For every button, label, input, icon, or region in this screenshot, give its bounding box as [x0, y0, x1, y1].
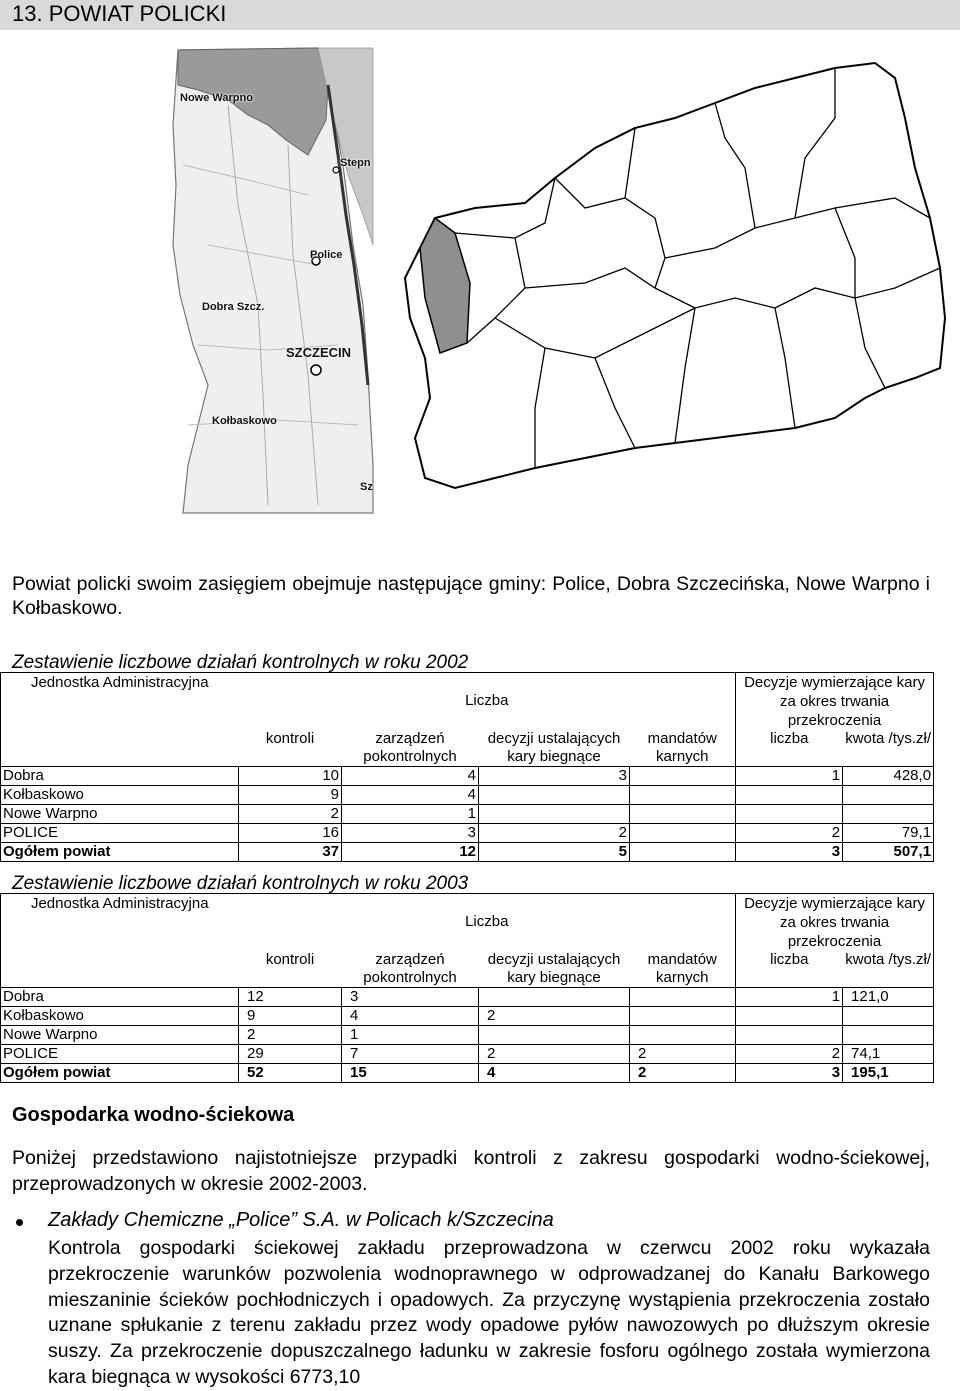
table-2003 [0, 893, 934, 1083]
cell-mandatow [630, 786, 736, 805]
table-total-row [1, 1064, 934, 1083]
table-header-row [1, 894, 934, 952]
col-mandatow: mandatów karnych [630, 951, 736, 988]
cell-decyzji: 2 [479, 1045, 630, 1064]
cell-liczba: 2 [736, 1045, 843, 1064]
cell-liczba [736, 1007, 843, 1026]
map-label: Kołbaskowo [212, 415, 277, 427]
cell-zarzadzen: 4 [342, 786, 479, 805]
table-row [1, 988, 934, 1007]
table-2002-title: Zestawienie liczbowe działań kontrolnych w roku 2002 [12, 652, 469, 673]
col-liczba: liczba [736, 951, 843, 988]
total-kwota: 195,1 [843, 1064, 934, 1083]
cell-decyzji: 2 [479, 824, 630, 843]
cell-decyzji [479, 1026, 630, 1045]
cell-mandatow [630, 767, 736, 786]
col-kontroli: kontroli [239, 730, 342, 767]
map-label: Police [310, 249, 343, 261]
cell-zarzadzen: 1 [342, 1026, 479, 1045]
row-name: Dobra [1, 767, 239, 786]
count-group-header: Liczba [239, 894, 736, 952]
section-heading: Gospodarka wodno-ściekowa [12, 1104, 295, 1126]
map-label: Dobra Szcz. [202, 301, 265, 313]
map-label: Stepn [340, 157, 371, 169]
col-mandatow: mandatów karnych [630, 730, 736, 767]
table-header-row [1, 673, 934, 731]
count-group-header: Liczba [239, 673, 736, 731]
cell-zarzadzen: 3 [342, 988, 479, 1007]
cell-liczba [736, 786, 843, 805]
row-name: Kołbaskowo [1, 1007, 239, 1026]
col-liczba: liczba [736, 730, 843, 767]
cell-mandatow [630, 1026, 736, 1045]
cell-liczba: 1 [736, 988, 843, 1007]
cell-decyzji [479, 805, 630, 824]
cell-kwota [843, 1007, 934, 1026]
cell-mandatow: 2 [630, 1045, 736, 1064]
col-decyzji: decyzji ustalających kary biegnące [479, 951, 630, 988]
powiat-detail-map [168, 45, 378, 515]
table-subheader-row [1, 730, 934, 767]
cell-zarzadzen: 1 [342, 805, 479, 824]
cell-kwota: 428,0 [843, 767, 934, 786]
table-2002 [0, 672, 934, 862]
page-header [0, 0, 960, 30]
total-liczba: 3 [736, 843, 843, 862]
cell-kontroli: 10 [239, 767, 342, 786]
map-label: SZCZECIN [286, 345, 351, 360]
cell-zarzadzen: 4 [342, 767, 479, 786]
cell-kwota [843, 786, 934, 805]
total-zarzadzen: 12 [342, 843, 479, 862]
col-kwota: kwota /tys.zł/ [843, 730, 934, 767]
col-kwota: kwota /tys.zł/ [843, 951, 934, 988]
total-zarzadzen: 15 [342, 1064, 479, 1083]
table-row [1, 1045, 934, 1064]
row-name: Dobra [1, 988, 239, 1007]
total-name: Ogółem powiat [1, 843, 239, 862]
total-liczba: 3 [736, 1064, 843, 1083]
cell-kwota [843, 805, 934, 824]
cell-zarzadzen: 4 [342, 1007, 479, 1026]
total-decyzji: 5 [479, 843, 630, 862]
total-kontroli: 52 [239, 1064, 342, 1083]
unit-header: Jednostka Administracyjna [1, 673, 239, 731]
unit-header: Jednostka Administracyjna [1, 894, 239, 952]
table-subheader-row [1, 951, 934, 988]
table-row [1, 767, 934, 786]
voivodeship-map-graphic [395, 58, 955, 498]
row-name: POLICE [1, 824, 239, 843]
section-intro: Poniżej przedstawiono najistotniejsze przypadki kontroli z zakresu gospodarki wodno-ściekowej, przeprowadzonych w okresie 2002-2003. [12, 1147, 930, 1195]
table-row [1, 1007, 934, 1026]
table-row [1, 824, 934, 843]
cell-mandatow [630, 988, 736, 1007]
total-kontroli: 37 [239, 843, 342, 862]
cell-liczba: 2 [736, 824, 843, 843]
cell-decyzji [479, 988, 630, 1007]
bullet-body: Kontrola gospodarki ściekowej zakładu przeprowadzona w czerwcu 2002 roku wykazała przekroczenie warunków pozwolenia wodnoprawnego w odprowadzanej do Kanału Barkowego mieszaninie ścieków pochłodniczych i opadowych. Za przyczynę wystąpienia przekroczenia zostało uznane spłukanie z terenu zakładu przez wody opadowe pyłów nawozowych po dłuższym okresie suszy. Za przekroczenie dopuszczalnego ładunku w zakresie fosforu ogólnego została wymierzona kara biegnąca w wysokości 6773,10 [48, 1237, 930, 1388]
row-name: POLICE [1, 1045, 239, 1064]
cell-mandatow [630, 824, 736, 843]
cell-kontroli: 9 [239, 786, 342, 805]
voivodeship-locator-map [395, 58, 955, 498]
cell-decyzji: 2 [479, 1007, 630, 1026]
bullet-title: Zakłady Chemiczne „Police” S.A. w Policach k/Szczecina [48, 1209, 554, 1231]
intro-paragraph: Powiat policki swoim zasięgiem obejmuje następujące gminy: Police, Dobra Szczecińska, Nowe Warpno i Kołbaskowo. [12, 573, 930, 619]
col-kontroli: kontroli [239, 951, 342, 988]
table-row [1, 786, 934, 805]
total-kwota: 507,1 [843, 843, 934, 862]
table-total-row [1, 843, 934, 862]
cell-mandatow [630, 1007, 736, 1026]
cell-kontroli: 16 [239, 824, 342, 843]
cell-kwota [843, 1026, 934, 1045]
decisions-group-header: Decyzje wymierzające kary za okres trwania przekroczenia [736, 894, 934, 952]
col-zarzadzen: zarządzeń pokontrolnych [342, 730, 479, 767]
total-decyzji: 4 [479, 1064, 630, 1083]
cell-liczba: 1 [736, 767, 843, 786]
cell-kontroli: 2 [239, 805, 342, 824]
map-label: Nowe Warpno [180, 92, 253, 104]
cell-kontroli: 29 [239, 1045, 342, 1064]
cell-mandatow [630, 805, 736, 824]
total-mandatow: 2 [630, 1064, 736, 1083]
cell-zarzadzen: 7 [342, 1045, 479, 1064]
row-name: Nowe Warpno [1, 805, 239, 824]
cell-liczba [736, 1026, 843, 1045]
table-row [1, 805, 934, 824]
total-mandatow [630, 843, 736, 862]
table-2003-title: Zestawienie liczbowe działań kontrolnych w roku 2003 [12, 873, 469, 894]
cell-liczba [736, 805, 843, 824]
cell-kwota: 79,1 [843, 824, 934, 843]
row-name: Nowe Warpno [1, 1026, 239, 1045]
cell-zarzadzen: 3 [342, 824, 479, 843]
cell-kontroli: 2 [239, 1026, 342, 1045]
cell-kwota: 74,1 [843, 1045, 934, 1064]
row-name: Kołbaskowo [1, 786, 239, 805]
map-label: Sz [360, 481, 373, 493]
cell-decyzji: 3 [479, 767, 630, 786]
page-title: 13. POWIAT POLICKI [12, 1, 227, 26]
cell-decyzji [479, 786, 630, 805]
decisions-group-header: Decyzje wymierzające kary za okres trwania przekroczenia [736, 673, 934, 731]
cell-kwota: 121,0 [843, 988, 934, 1007]
cell-kontroli: 9 [239, 1007, 342, 1026]
col-zarzadzen: zarządzeń pokontrolnych [342, 951, 479, 988]
table-row [1, 1026, 934, 1045]
total-name: Ogółem powiat [1, 1064, 239, 1083]
cell-kontroli: 12 [239, 988, 342, 1007]
col-decyzji: decyzji ustalających kary biegnące [479, 730, 630, 767]
bullet-icon [16, 1219, 23, 1226]
powiat-map-graphic [168, 45, 378, 515]
